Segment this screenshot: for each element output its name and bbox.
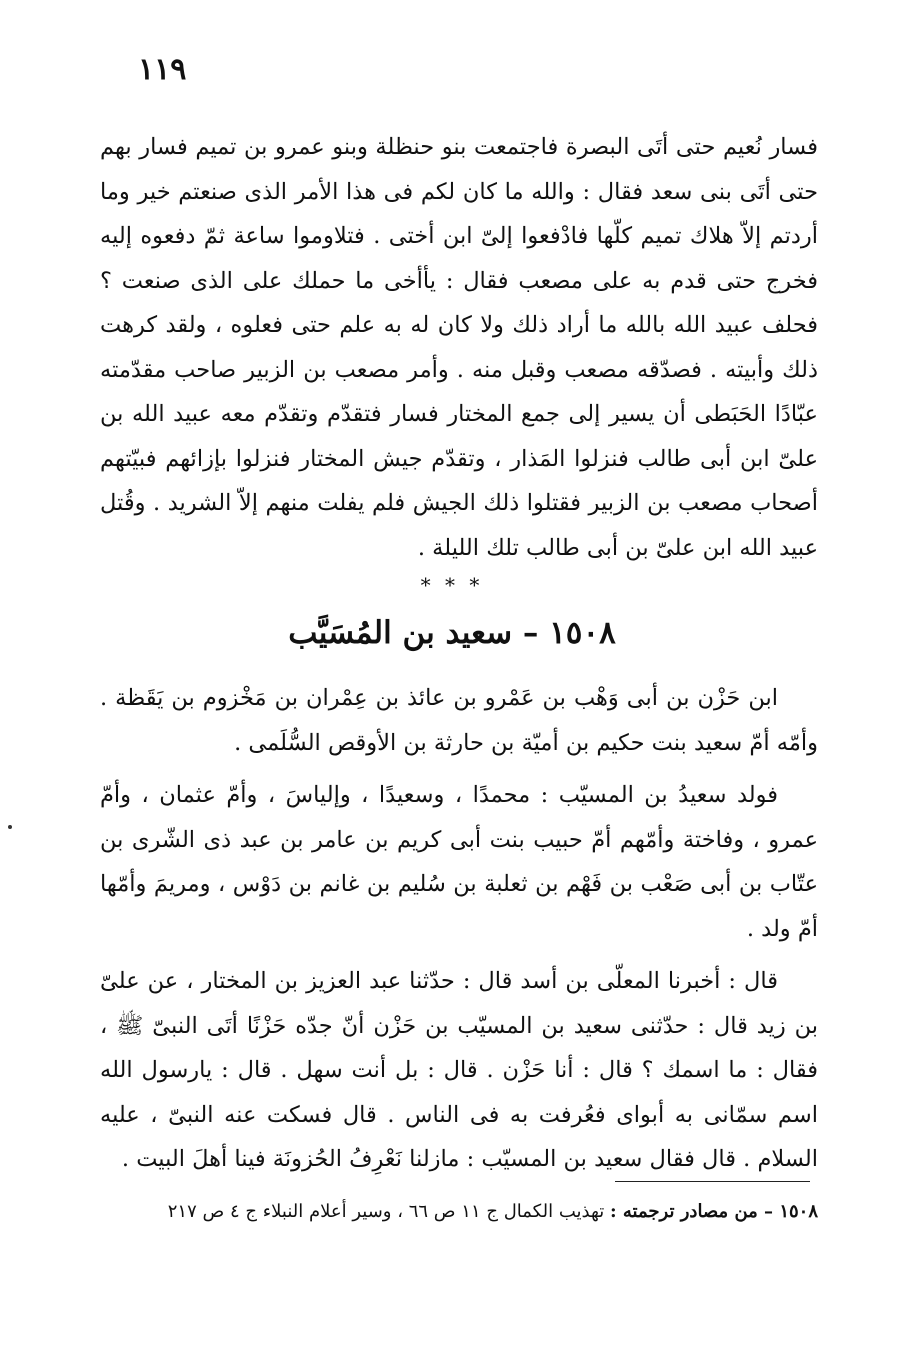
section-separator: * * * [420,573,484,597]
biography-body [100,676,818,1182]
footnote-divider [615,1181,810,1182]
narration-paragraph: قال : أخبرنا المعلّى بن أسد قال : حدّثنا عبد العزيز بن المختار ، عن علىّ بن زيد قال : حدّثنى سعيد بن المسيّب بن حَزْن أنّ جدّه حَزْنًا أتَى النبىّ ﷺ ، فقال : ما اسمك ؟ قال : أنا حَزْن . قال : بل أنت سهل . قال : يارسول الله اسم سمّانى به أبواى فعُرفت به فى الناس . قال فسكت عنه النبىّ ، عليه السلام . قال فقال سعيد بن المسيّب : مازلنا نَعْرِفُ الحُزونَة فينا أهلَ البيت . [100,968,818,1172]
footnote-label: ١٥٠٨ – من مصادر ترجمته : [610,1201,818,1222]
children-paragraph: فولد سعيدُ بن المسيّب : محمدًا ، وسعيدًا ، وإلياسَ ، وأمّ عثمان ، وأمّ عمرو ، وفاختة وأمّهم أمّ حبيب بنت أبى كريم بن عامر بن عبد ذى الشّرى بن عتّاب بن أبى صَعْب بن فَهْم بن ثعلبة بن سُليم بن غانم بن دَوْس ، ومريمَ وأمّها أمّ ولد . [100,782,818,942]
lineage-paragraph: ابن حَزْن بن أبى وَهْب بن عَمْرو بن عائذ بن عِمْران بن مَخْزوم بن يَقَظة . وأمّه أمّ سعيد بنت حكيم بن أميّة بن حارثة بن الأوقص السُّلَمى . [100,685,818,756]
footnote [100,1190,818,1234]
footnote-text: تهذيب الكمال ج ١١ ص ٦٦ ، وسير أعلام النبلاء ج ٤ ص ٢١٧ [167,1201,605,1222]
scan-speck [8,825,12,829]
continuation-paragraph [100,125,818,570]
page-number: ١١٩ [138,52,187,87]
section-heading: ١٥٠٨ – سعيد بن المُسَيَّب [288,615,616,651]
paragraph-text: فسار نُعيم حتى أتَى البصرة فاجتمعت بنو حنظلة وبنو عمرو بن تميم فسار بهم حتى أتَى بنى سعد فقال : والله ما كان لكم فى هذا الأمر الذى صنعتم خير وما أردتم إلاّ هلاك تميم كلّها فادْفعوا إلىّ ابن أختى . فتلاوموا ساعة ثمّ دفعوه إليه فخرج حتى قدم به على مصعب فقال : يأأخى ما حملك على الذى صنعت ؟ فحلف عبيد الله بالله ما أراد ذلك ولا كان له به علم حتى فعلوه ، ولقد كرهت ذلك وأبيته . فصدّقه مصعب وقبل منه . وأمر مصعب بن الزبير صاحب مقدّمته عبّادًا الحَبَطى أن يسير إلى جمع المختار فسار فتقدّم وتقدّم معه عبيد الله بن علىّ ابن أبى طالب فنزلوا المَذار ، وتقدّم جيش المختار فنزلوا بإزائهم فبيّتهم أصحاب مصعب بن الزبير فقتلوا ذلك الجيش فلم يفلت منهم إلاّ الشريد . وقُتل عبيد الله ابن علىّ بن أبى طالب تلك الليلة . [100,134,818,561]
